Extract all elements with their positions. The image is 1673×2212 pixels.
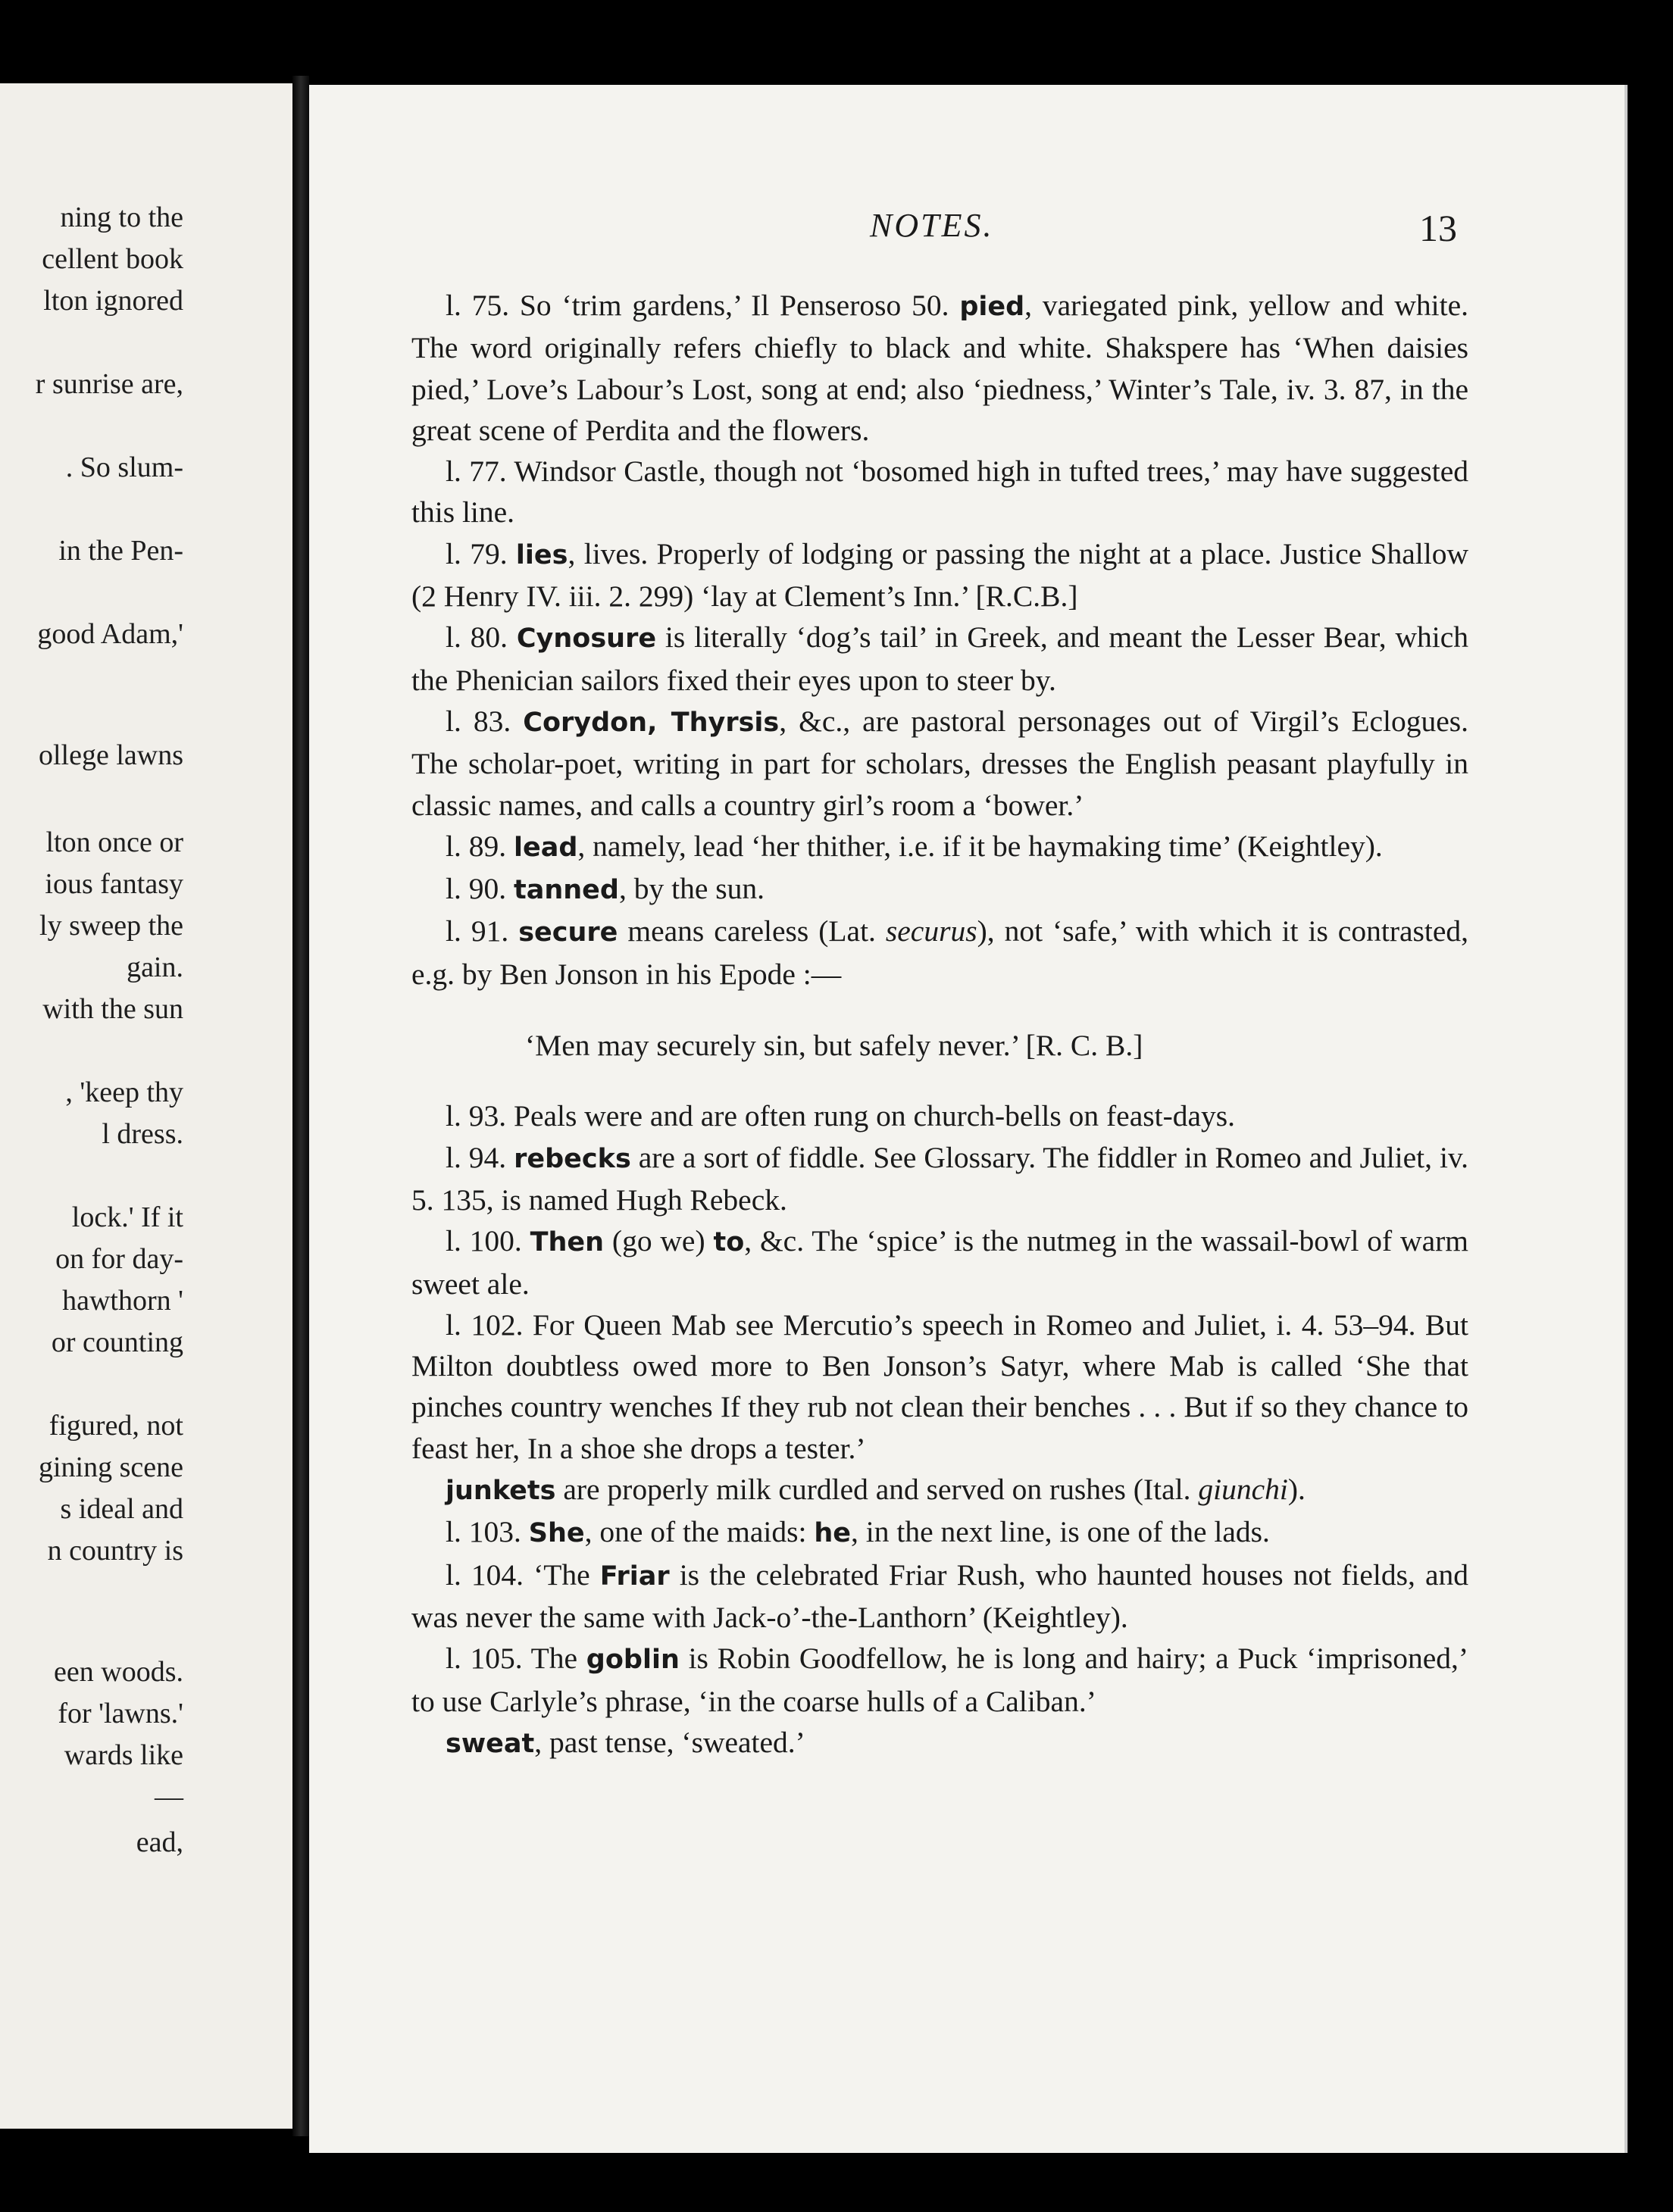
note-text: l. 104. ‘The: [446, 1557, 600, 1592]
note-paragraph: [411, 701, 1468, 826]
note-text: ), not ‘safe,’ with which it is contrasted, e.g. by Ben Jonson in his Epode :—: [411, 914, 1469, 991]
note-text: are a sort of fiddle. See Glossary. The fiddler in Romeo and Juliet, iv. 5. 135, is named Hugh Rebeck.: [411, 1140, 1469, 1217]
italic-term: giunchi: [1198, 1473, 1288, 1507]
left-page-line: l dress.: [102, 1118, 183, 1150]
headword: tanned: [513, 875, 619, 906]
left-page-line: hawthorn ': [62, 1285, 183, 1317]
note-paragraph: [411, 533, 1468, 617]
note-text: ).: [1287, 1473, 1306, 1507]
note-paragraph: [411, 1511, 1468, 1554]
note-paragraph: [411, 1722, 1468, 1764]
book-gutter: [292, 76, 309, 2136]
right-page: [309, 85, 1625, 2153]
running-head: NOTES.: [870, 207, 994, 244]
left-page-line: ious fantasy: [45, 868, 183, 900]
left-page-line: lton once or: [45, 826, 183, 858]
note-text: l. 83.: [446, 704, 524, 738]
note-text: l. 93. Peals were and are often rung on church-bells on feast-days.: [446, 1099, 1236, 1133]
note-paragraph: [411, 911, 1468, 995]
note-paragraph: [411, 285, 1468, 451]
note-text: l. 94.: [446, 1140, 514, 1174]
left-page-line: r sunrise are,: [35, 368, 183, 400]
note-paragraph: [411, 1469, 1468, 1511]
headword: he: [814, 1518, 852, 1549]
note-paragraph: [411, 826, 1468, 868]
note-text: , namely, lead ‘her thither, i.e. if it be haymaking time’ (Keightley).: [577, 829, 1383, 863]
left-page-line: in the Pen-: [58, 535, 183, 567]
note-text: , one of the maids:: [584, 1515, 815, 1549]
headword: Corydon, Thyrsis: [523, 707, 780, 738]
note-paragraph: [411, 1137, 1468, 1221]
note-text: is the celebrated Friar Rush, who haunted houses not fields, and was never the same with Jack-o’-the-Lanthorn’ (Keightley).: [411, 1557, 1468, 1634]
left-page-line: cellent book: [42, 243, 183, 275]
note-text: are properly milk curdled and served on rushes (Ital.: [555, 1473, 1199, 1507]
note-text: , &c., are pastoral personages out of Virgil’s Eclogues. The scholar-poet, writing in part for scholars, dresses the English peasant playfully in classic names, and calls a country girl’s room a ‘bower.’: [411, 704, 1468, 822]
headword: Cynosure: [516, 623, 657, 655]
note-text: l. 75. So ‘trim gardens,’ Il Penseroso 50.: [446, 289, 960, 322]
note-text: l. 103.: [446, 1515, 529, 1549]
note-text: l. 77. Windsor Castle, though not ‘bosomed high in tufted trees,’ may have suggested this line.: [411, 455, 1468, 530]
headword: rebecks: [514, 1143, 631, 1174]
left-page-line: lock.' If it: [71, 1201, 183, 1233]
headword: junkets: [446, 1476, 556, 1507]
note-text: l. 102. For Queen Mab see Mercutio’s speech in Romeo and Juliet, i. 4. 53–94. But Milton doubtless owed more to Ben Jonson’s Satyr, where Mab is called ‘She that pinches country wenches If they rub not clean their benches . . . But if so they chance to feast her, In a shoe she drops a tester.’: [411, 1308, 1468, 1465]
headword: lead: [513, 832, 578, 863]
headword: Friar: [599, 1561, 670, 1592]
note-text: means careless (Lat.: [618, 914, 886, 948]
note-paragraph: [411, 1220, 1468, 1304]
note-text: l. 90.: [446, 872, 514, 906]
note-text: (go we): [604, 1224, 714, 1258]
note-text: l. 89.: [446, 829, 514, 863]
left-page-line: ead,: [136, 1826, 183, 1858]
note-text: l. 80.: [446, 620, 517, 655]
headword: secure: [518, 917, 618, 948]
note-paragraph: [411, 617, 1468, 701]
note-paragraph: [411, 1638, 1468, 1722]
left-page-line: for 'lawns.': [58, 1698, 183, 1729]
note-paragraph: [411, 868, 1468, 911]
notes-body: [411, 285, 1468, 1764]
headword: goblin: [586, 1645, 680, 1676]
note-text: , lives. Properly of lodging or passing the night at a place. Justice Shallow (2 Henry IV. iii. 2. 299) ‘lay at Clement’s Inn.’ [R.C.B.]: [411, 536, 1469, 614]
note-paragraph: [411, 1554, 1468, 1639]
note-paragraph: [411, 1025, 1468, 1066]
left-page-line: on for day-: [55, 1243, 183, 1275]
headword: to: [713, 1227, 745, 1258]
left-page-line: —: [155, 1781, 183, 1813]
left-page-line: wards like: [64, 1739, 183, 1771]
headword: pied: [959, 292, 1025, 322]
note-text: l. 100.: [446, 1224, 530, 1258]
left-page-fragment: [0, 83, 292, 2129]
note-paragraph: [411, 1095, 1468, 1136]
note-text: , past tense, ‘sweated.’: [534, 1725, 805, 1759]
note-paragraph: [411, 1304, 1468, 1469]
left-page-line: ning to the: [60, 202, 183, 233]
note-text: , &c. The ‘spice’ is the nutmeg in the wassail-bowl of warm sweet ale.: [411, 1224, 1468, 1301]
note-text: l. 79.: [446, 536, 516, 570]
headword: She: [528, 1518, 585, 1549]
note-text: , variegated pink, yellow and white. The word originally refers chiefly to black and white. Shakspere has ‘When daisies pied,’ Love’s Labour’s Lost, song at end; also ‘piedness,’ Winter’s Tale, iv. 3. 87, in the great scene of Perdita and the flowers.: [411, 289, 1469, 447]
left-page-line: ly sweep the: [39, 910, 183, 942]
note-text: l. 91.: [446, 914, 519, 948]
left-page-line: ollege lawns: [38, 739, 183, 771]
page-number: 13: [1419, 207, 1457, 249]
left-page-line: gining scene: [38, 1451, 183, 1483]
left-page-line: figured, not: [48, 1410, 183, 1442]
note-text: l. 105. The: [446, 1642, 586, 1676]
left-page-line: or counting: [51, 1326, 183, 1358]
headword: sweat: [446, 1728, 535, 1759]
left-page-line: een woods.: [54, 1656, 183, 1688]
note-paragraph: [411, 451, 1468, 533]
headword: lies: [515, 539, 568, 570]
headword: Then: [530, 1227, 605, 1258]
left-page-line: , 'keep thy: [65, 1076, 183, 1108]
note-text: ‘Men may securely sin, but safely never.’ [R. C. B.]: [525, 1028, 1143, 1062]
left-page-line: with the sun: [42, 993, 183, 1025]
italic-term: securus: [885, 914, 977, 948]
left-page-line: gain.: [127, 951, 183, 983]
left-page-line: lton ignored: [43, 285, 183, 317]
note-text: , by the sun.: [618, 872, 765, 906]
left-page-line: good Adam,': [37, 618, 183, 650]
note-text: , in the next line, is one of the lads.: [851, 1515, 1270, 1549]
note-text: is literally ‘dog’s tail’ in Greek, and meant the Lesser Bear, which the Phenician sailors fixed their eyes upon to steer by.: [411, 620, 1468, 697]
left-page-line: n country is: [47, 1535, 183, 1567]
note-text: is Robin Goodfellow, he is long and hairy; a Puck ‘imprisoned,’ to use Carlyle’s phrase, ‘in the coarse hulls of a Caliban.’: [411, 1642, 1468, 1718]
left-page-line: s ideal and: [60, 1493, 183, 1525]
left-page-line: . So slum-: [65, 451, 183, 483]
